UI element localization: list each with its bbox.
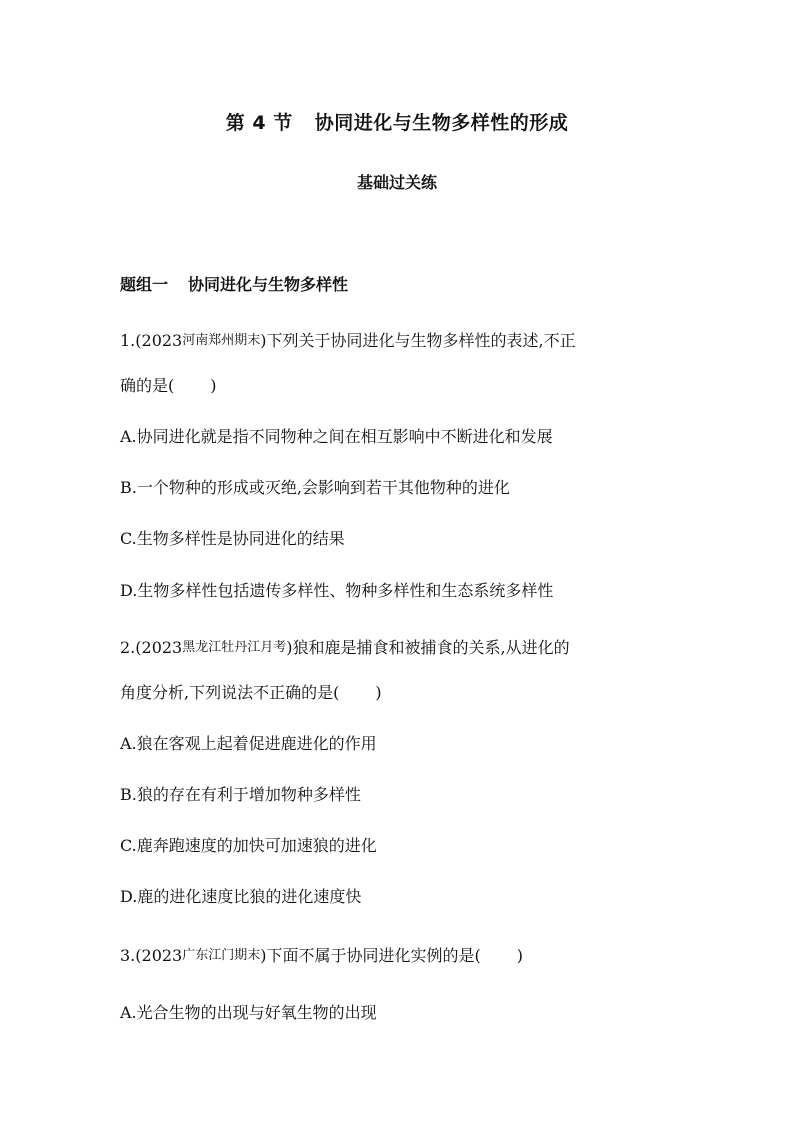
question-3-number: 3.(2023 [120,946,183,965]
question-2-answer-bracket: ) [375,683,382,702]
question-3-stem-line-1 [120,945,523,967]
question-2-source: 黑龙江牡丹江月考 [182,640,287,655]
question-2-option-d: D.鹿的进化速度比狼的进化速度快 [120,887,362,906]
section-name: 协同进化与生物多样性的形成 [314,112,569,134]
question-1-option-b: B.一个物种的形成或灭绝,会影响到若干其他物种的进化 [120,478,510,497]
page-subtitle: 基础过关练 [356,173,437,192]
page-title [0,108,794,135]
question-1-stem-line-1 [120,330,576,352]
group-label: 题组一 [120,275,169,294]
question-2-option-a: A.狼在客观上起着促进鹿进化的作用 [120,734,377,753]
question-2-stem-text: )狼和鹿是捕食和被捕食的关系,从进化的 [286,638,570,657]
question-3-answer-bracket: ) [516,946,523,965]
question-1-source: 河南郑州期末 [182,333,261,348]
question-2-stem-line-2 [120,682,382,704]
question-group-heading [120,272,348,295]
question-3-stem-text: )下面不属于协同进化实例的是( [260,946,481,965]
question-2-option-b: B.狼的存在有利于增加物种多样性 [120,785,361,804]
question-2-option-c: C.鹿奔跑速度的加快可加速狼的进化 [120,836,377,855]
section-number: 第 4 节 [225,112,293,134]
question-1-stem-text-2: 确的是( [120,376,175,395]
question-2-number: 2.(2023 [120,638,183,657]
question-1-option-d: D.生物多样性包括遗传多样性、物种多样性和生态系统多样性 [120,581,554,600]
question-1-option-c: C.生物多样性是协同进化的结果 [120,529,345,548]
question-3-option-a: A.光合生物的出现与好氧生物的出现 [120,1003,377,1022]
question-2-stem-line-1 [120,637,570,659]
question-1-number: 1.(2023 [120,331,183,350]
group-name: 协同进化与生物多样性 [188,275,349,294]
question-2-stem-text-2: 角度分析,下列说法不正确的是( [120,683,340,702]
question-1-stem-line-2 [120,375,217,397]
question-1-stem-text: )下列关于协同进化与生物多样性的表述,不正 [260,331,576,350]
question-3-source: 广东江门期末 [182,948,261,963]
question-1-answer-bracket: ) [210,376,217,395]
question-1-option-a: A.协同进化就是指不同物种之间在相互影响中不断进化和发展 [120,427,553,446]
